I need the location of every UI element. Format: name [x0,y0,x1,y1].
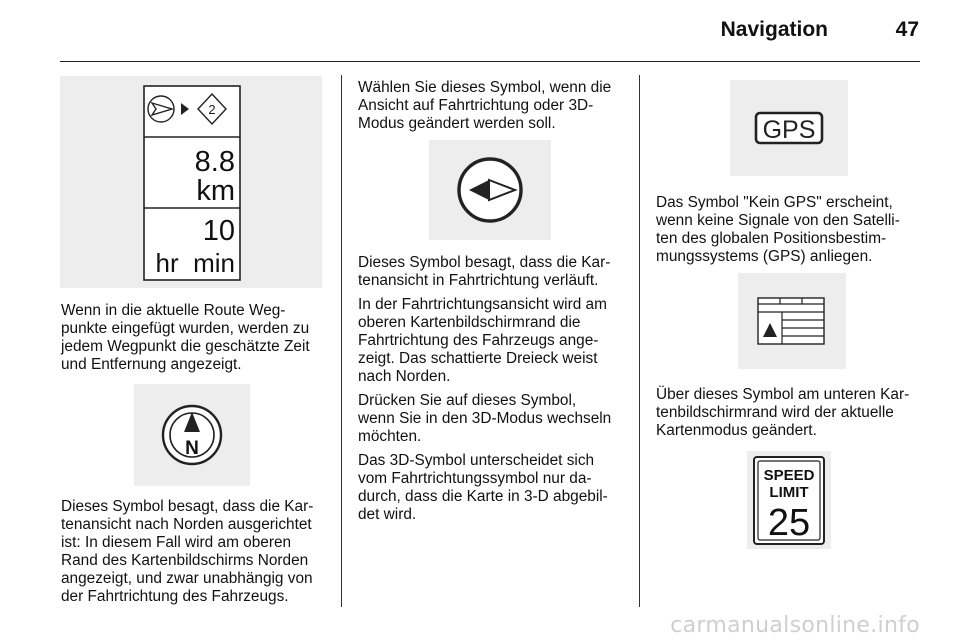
col2-paragraph-1: Wählen Sie dieses Symbol, wenn die Ansicht auf Fahrtrichtung oder 3D- Modus geändert werden soll. [358,79,612,132]
page-number: 47 [895,18,919,41]
map-mode-icon [738,273,846,369]
speed-limit-symbol-figure [747,451,831,549]
gps-symbol-figure [730,80,848,176]
route-distance-unit: km [196,175,235,207]
route-info-panel-figure [60,76,322,288]
col3-paragraph-2: Über dieses Symbol am unteren Kar- tenbildschirmrand wird der aktuelle Kartenmodus geändert. [656,386,910,439]
route-time-unit: hr min [155,248,235,278]
route-info-panel-graphic [60,76,322,288]
north-up-icon [134,384,250,486]
speed-limit-value: 25 [767,502,811,544]
north-letter: N [185,438,199,459]
page-title: Navigation [720,18,828,41]
col1-paragraph-2: Dieses Symbol besagt, dass die Kar- tenansicht nach Norden ausgerichtet ist: In diesem Fall wird am oberen Rand des Kartenbildschirms Norden angezeigt, und zwar unabhängig von der Fahrtrichtung des Fahrzeugs. [61,498,314,605]
col3-paragraph-1: Das Symbol "Kein GPS" erscheint, wenn keine Signale von den Satelli- ten des globalen Positionsbestim- mungssystems (GPS) anliegen. [656,194,900,265]
route-distance-value: 8.8 [194,146,235,178]
route-time-value: 10 [202,215,235,247]
col1-paragraph-1: Wenn in die aktuelle Route Weg- punkte eingefügt wurden, werden zu jedem Wegpunkt die geschätzte Zeit und Entfernung angezeigt. [61,302,310,373]
col2-paragraph-3: In der Fahrtrichtungsansicht wird am oberen Kartenbildschirmrand die Fahrtrichtung des Fahrzeugs ange- zeigt. Das schattierte Dreieck weist nach Norden. [358,296,607,385]
col2-paragraph-5: Das 3D-Symbol unterscheidet sich vom Fahrtrichtungssymbol nur da- durch, dass die Karte in 3-D abgebil- det wird. [358,452,608,523]
col2-paragraph-2: Dieses Symbol besagt, dass die Kar- tenansicht in Fahrtrichtung verläuft. [358,254,611,289]
no-gps-icon [730,80,848,176]
speed-limit-line2: LIMIT [769,484,809,501]
gps-label: GPS [762,116,816,144]
north-up-symbol-figure [134,384,250,486]
site-watermark: carmanualsonline.info [670,613,920,638]
header-divider [60,61,920,62]
speed-limit-line1: SPEED [763,467,815,484]
waypoint-number: 2 [208,102,216,117]
column-divider-left [341,75,342,607]
heading-up-icon [429,140,551,240]
heading-up-symbol-figure [429,140,551,240]
column-divider-right [639,75,640,607]
map-mode-symbol-figure [738,273,846,369]
col2-paragraph-4: Drücken Sie auf dieses Symbol, wenn Sie in den 3D-Modus wechseln möchten. [358,392,612,445]
speed-limit-icon [747,451,831,549]
